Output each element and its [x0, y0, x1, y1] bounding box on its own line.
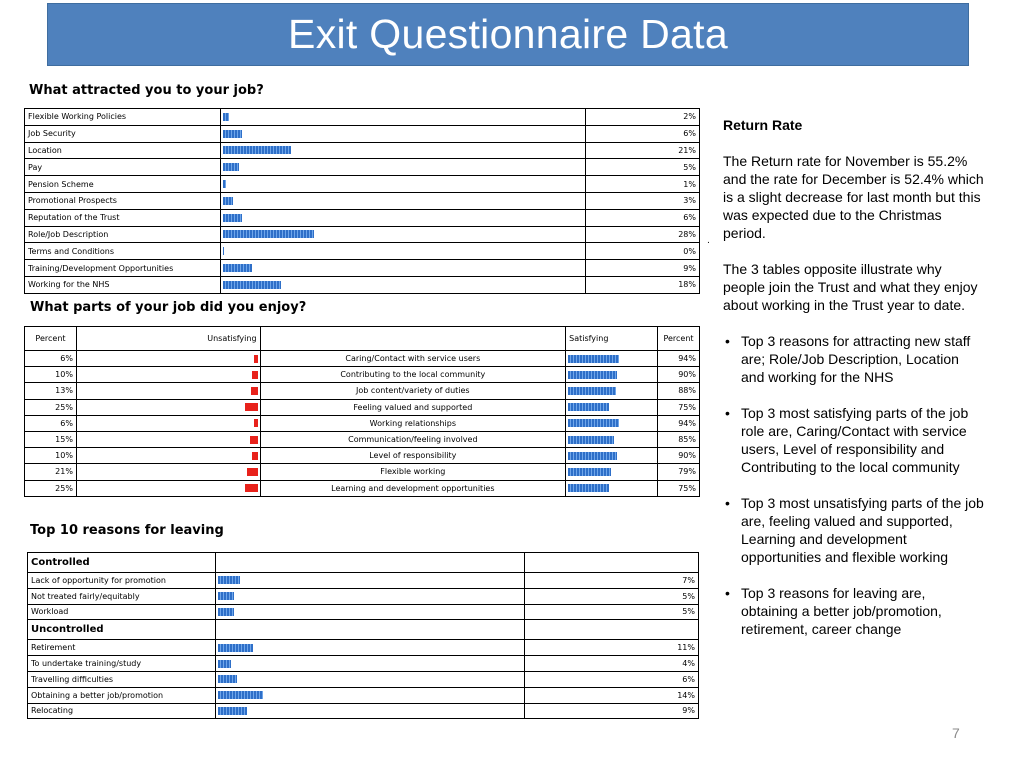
- bar-wrap: [223, 163, 583, 171]
- slide-title: Exit Questionnaire Data: [288, 11, 728, 57]
- satisfying-bar-cell: [566, 431, 658, 447]
- leaving-group-label: Uncontrolled: [28, 620, 216, 640]
- summary-bullet: • Top 3 most satisfying parts of the job role are, Caring/Contact with service users, Level of responsibility and Contributing to the local community: [723, 404, 985, 476]
- summary-bullet: • Top 3 reasons for attracting new staff are; Role/Job Description, Location and working for the NHS: [723, 332, 985, 386]
- enjoy-row: [25, 399, 700, 415]
- leaving-row: [28, 573, 699, 589]
- stray-mark: .: [707, 236, 710, 246]
- leaving-bar-cell: [215, 573, 524, 589]
- leaving-bar-cell: [215, 671, 524, 687]
- leaving-group-row: [28, 553, 699, 573]
- attracted-value: 28%: [586, 226, 700, 243]
- slide-number: 7: [952, 725, 960, 741]
- attracted-row: [25, 209, 700, 226]
- bar-wrap: [568, 452, 655, 460]
- bar-wrap: [223, 180, 583, 188]
- leaving-label: Lack of opportunity for promotion: [28, 573, 216, 589]
- attracted-bar-cell: [220, 192, 585, 209]
- bar-wrap: [223, 113, 583, 121]
- enjoy-label: Flexible working: [260, 464, 566, 480]
- attracted-row: [25, 260, 700, 277]
- leaving-label: Obtaining a better job/promotion: [28, 687, 216, 703]
- attracted-value: 0%: [586, 243, 700, 260]
- attracted-label: Pension Scheme: [25, 176, 221, 193]
- bar-wrap: [568, 403, 655, 411]
- bar-wrap: [218, 644, 522, 652]
- bar-wrap: [79, 355, 258, 363]
- attracted-bar-cell: [220, 260, 585, 277]
- bar-wrap: [568, 436, 655, 444]
- unsatisfying-bar: [247, 468, 258, 476]
- leaving-label: Retirement: [28, 640, 216, 656]
- leaving-row: [28, 703, 699, 719]
- bar-wrap: [218, 660, 522, 668]
- attracted-row: [25, 243, 700, 260]
- attracted-row: [25, 192, 700, 209]
- leaving-label: Not treated fairly/equitably: [28, 588, 216, 604]
- value-bar: [218, 576, 240, 584]
- return-rate-title: Return Rate: [723, 117, 803, 133]
- unsatisfying-bar-cell: [76, 431, 260, 447]
- enjoy-label-header: [260, 327, 566, 351]
- bar-wrap: [568, 371, 655, 379]
- leaving-group-row: [28, 620, 699, 640]
- value-bar: [223, 146, 291, 154]
- value-bar: [218, 675, 237, 683]
- unsatisfying-percent: 6%: [25, 415, 77, 431]
- bar-wrap: [223, 264, 583, 272]
- attracted-bar-cell: [220, 226, 585, 243]
- leaving-group-empty: [215, 620, 524, 640]
- unsatisfying-bar-cell: [76, 448, 260, 464]
- value-bar: [218, 660, 231, 668]
- attracted-value: 21%: [586, 142, 700, 159]
- bar-wrap: [223, 197, 583, 205]
- leaving-bar-cell: [215, 656, 524, 672]
- leaving-row: [28, 640, 699, 656]
- satisfying-bar-cell: [566, 415, 658, 431]
- attracted-label: Location: [25, 142, 221, 159]
- satisfying-header: Satisfying: [566, 327, 658, 351]
- leaving-value: 14%: [525, 687, 699, 703]
- enjoy-row: [25, 415, 700, 431]
- value-bar: [223, 281, 282, 289]
- attracted-row: [25, 176, 700, 193]
- unsatisfying-bar-cell: [76, 367, 260, 383]
- enjoy-row: [25, 480, 700, 496]
- unsatisfying-percent: 21%: [25, 464, 77, 480]
- unsatisfying-bar: [251, 387, 258, 395]
- value-bar: [218, 644, 253, 652]
- attracted-label: Pay: [25, 159, 221, 176]
- bar-wrap: [79, 484, 258, 492]
- leaving-value: 11%: [525, 640, 699, 656]
- bar-wrap: [218, 592, 522, 600]
- enjoy-label: Job content/variety of duties: [260, 383, 566, 399]
- satisfying-percent: 88%: [657, 383, 699, 399]
- unsatisfying-bar-cell: [76, 464, 260, 480]
- leaving-heading: Top 10 reasons for leaving: [30, 523, 224, 538]
- enjoy-label: Contributing to the local community: [260, 367, 566, 383]
- enjoy-row: [25, 351, 700, 367]
- value-bar: [223, 230, 314, 238]
- unsatisfying-percent: 6%: [25, 351, 77, 367]
- bar-wrap: [223, 247, 583, 255]
- enjoy-row: [25, 383, 700, 399]
- unsatisfying-bar-cell: [76, 399, 260, 415]
- bar-wrap: [79, 403, 258, 411]
- leaving-value: 4%: [525, 656, 699, 672]
- attracted-row: [25, 226, 700, 243]
- summary-bullet: • Top 3 reasons for leaving are, obtaining a better job/promotion, retirement, career change: [723, 584, 985, 638]
- value-bar: [218, 608, 234, 616]
- attracted-bar-cell: [220, 209, 585, 226]
- enjoy-row: [25, 448, 700, 464]
- attracted-value: 5%: [586, 159, 700, 176]
- attracted-table: [24, 108, 700, 294]
- unsatisfying-percent: 25%: [25, 399, 77, 415]
- enjoy-table: [24, 326, 700, 497]
- enjoy-header-row: [25, 327, 700, 351]
- leaving-bar-cell: [215, 687, 524, 703]
- attracted-row: [25, 142, 700, 159]
- bar-wrap: [568, 484, 655, 492]
- attracted-value: 2%: [586, 109, 700, 126]
- leaving-bar-cell: [215, 703, 524, 719]
- unsatisfying-percent: 13%: [25, 383, 77, 399]
- value-bar: [568, 419, 619, 427]
- value-bar: [223, 113, 230, 121]
- attracted-value: 9%: [586, 260, 700, 277]
- title-banner: [47, 3, 969, 66]
- value-bar: [568, 484, 609, 492]
- attracted-value: 6%: [586, 209, 700, 226]
- attracted-label: Flexible Working Policies: [25, 109, 221, 126]
- leaving-row: [28, 671, 699, 687]
- bar-wrap: [223, 230, 583, 238]
- percent-right-header: Percent: [657, 327, 699, 351]
- enjoy-label: Caring/Contact with service users: [260, 351, 566, 367]
- bar-wrap: [568, 468, 655, 476]
- unsatisfying-percent: 10%: [25, 448, 77, 464]
- bar-wrap: [79, 436, 258, 444]
- leaving-group-empty: [525, 620, 699, 640]
- leaving-group-label: Controlled: [28, 553, 216, 573]
- enjoy-row: [25, 464, 700, 480]
- satisfying-percent: 94%: [657, 351, 699, 367]
- unsatisfying-bar: [254, 355, 257, 363]
- bar-wrap: [79, 468, 258, 476]
- value-bar: [223, 214, 243, 222]
- leaving-bar-cell: [215, 604, 524, 620]
- value-bar: [568, 355, 619, 363]
- leaving-value: 6%: [525, 671, 699, 687]
- bar-wrap: [79, 387, 258, 395]
- attracted-row: [25, 159, 700, 176]
- leaving-label: Relocating: [28, 703, 216, 719]
- attracted-value: 3%: [586, 192, 700, 209]
- bar-wrap: [79, 452, 258, 460]
- enjoy-label: Communication/feeling involved: [260, 431, 566, 447]
- value-bar: [223, 264, 252, 272]
- leaving-value: 5%: [525, 604, 699, 620]
- value-bar: [218, 691, 263, 699]
- satisfying-percent: 79%: [657, 464, 699, 480]
- bar-wrap: [218, 675, 522, 683]
- satisfying-bar-cell: [566, 383, 658, 399]
- attracted-label: Promotional Prospects: [25, 192, 221, 209]
- attracted-bar-cell: [220, 243, 585, 260]
- leaving-value: 5%: [525, 588, 699, 604]
- enjoy-row: [25, 431, 700, 447]
- leaving-table: [27, 552, 699, 719]
- return-rate-paragraph: The Return rate for November is 55.2% and the rate for December is 52.4% which is a slight decrease for last month but this was expected due to the Christmas period.: [723, 153, 984, 241]
- value-bar: [568, 436, 614, 444]
- value-bar: [568, 387, 616, 395]
- attracted-row: [25, 125, 700, 142]
- satisfying-percent: 75%: [657, 480, 699, 496]
- satisfying-bar-cell: [566, 351, 658, 367]
- satisfying-percent: 85%: [657, 431, 699, 447]
- leaving-row: [28, 687, 699, 703]
- summary-bullet: • Top 3 most unsatisfying parts of the job are, feeling valued and supported, Learning and development opportunities and flexible working: [723, 494, 985, 566]
- bar-wrap: [79, 419, 258, 427]
- bar-wrap: [568, 387, 655, 395]
- enjoy-label: Level of responsibility: [260, 448, 566, 464]
- bar-wrap: [218, 608, 522, 616]
- attracted-value: 18%: [586, 276, 700, 293]
- leaving-row: [28, 604, 699, 620]
- unsatisfying-bar-cell: [76, 351, 260, 367]
- bar-wrap: [223, 281, 583, 289]
- bar-wrap: [568, 355, 655, 363]
- leaving-value: 7%: [525, 573, 699, 589]
- value-bar: [223, 247, 225, 255]
- unsatisfying-bar-cell: [76, 415, 260, 431]
- leaving-label: Workload: [28, 604, 216, 620]
- value-bar: [223, 180, 226, 188]
- leaving-row: [28, 588, 699, 604]
- attracted-row: [25, 276, 700, 293]
- percent-left-header: Percent: [25, 327, 77, 351]
- unsatisfying-header: Unsatisfying: [76, 327, 260, 351]
- enjoy-row: [25, 367, 700, 383]
- bar-wrap: [218, 707, 522, 715]
- leaving-bar-cell: [215, 640, 524, 656]
- value-bar: [223, 130, 243, 138]
- attracted-label: Working for the NHS: [25, 276, 221, 293]
- bar-wrap: [218, 691, 522, 699]
- unsatisfying-percent: 25%: [25, 480, 77, 496]
- enjoy-heading: What parts of your job did you enjoy?: [30, 300, 307, 315]
- attracted-label: Role/Job Description: [25, 226, 221, 243]
- value-bar: [218, 707, 247, 715]
- satisfying-bar-cell: [566, 464, 658, 480]
- value-bar: [568, 371, 617, 379]
- attracted-label: Terms and Conditions: [25, 243, 221, 260]
- leaving-group-empty: [215, 553, 524, 573]
- attracted-label: Job Security: [25, 125, 221, 142]
- attracted-heading: What attracted you to your job?: [29, 83, 264, 98]
- value-bar: [568, 452, 617, 460]
- unsatisfying-bar: [252, 452, 257, 460]
- satisfying-bar-cell: [566, 480, 658, 496]
- bar-wrap: [223, 130, 583, 138]
- enjoy-label: Feeling valued and supported: [260, 399, 566, 415]
- value-bar: [568, 403, 609, 411]
- leaving-value: 9%: [525, 703, 699, 719]
- attracted-bar-cell: [220, 176, 585, 193]
- value-bar: [568, 468, 611, 476]
- unsatisfying-bar-cell: [76, 480, 260, 496]
- bar-wrap: [79, 371, 258, 379]
- summary-list: [723, 332, 985, 638]
- bar-wrap: [218, 576, 522, 584]
- value-bar: [218, 592, 234, 600]
- unsatisfying-bar: [252, 371, 257, 379]
- unsatisfying-bar: [250, 436, 258, 444]
- unsatisfying-bar: [245, 403, 258, 411]
- unsatisfying-percent: 15%: [25, 431, 77, 447]
- bar-wrap: [223, 214, 583, 222]
- unsatisfying-bar: [254, 419, 257, 427]
- leaving-label: Travelling difficulties: [28, 671, 216, 687]
- attracted-label: Training/Development Opportunities: [25, 260, 221, 277]
- value-bar: [223, 163, 239, 171]
- attracted-label: Reputation of the Trust: [25, 209, 221, 226]
- satisfying-percent: 90%: [657, 448, 699, 464]
- attracted-value: 6%: [586, 125, 700, 142]
- attracted-bar-cell: [220, 109, 585, 126]
- satisfying-bar-cell: [566, 367, 658, 383]
- satisfying-percent: 94%: [657, 415, 699, 431]
- tables-paragraph: The 3 tables opposite illustrate why people join the Trust and what they enjoy about working in the Trust year to date.: [723, 261, 978, 313]
- satisfying-bar-cell: [566, 399, 658, 415]
- unsatisfying-bar-cell: [76, 383, 260, 399]
- satisfying-bar-cell: [566, 448, 658, 464]
- unsatisfying-bar: [245, 484, 258, 492]
- attracted-row: [25, 109, 700, 126]
- leaving-row: [28, 656, 699, 672]
- attracted-bar-cell: [220, 142, 585, 159]
- leaving-bar-cell: [215, 588, 524, 604]
- satisfying-percent: 75%: [657, 399, 699, 415]
- unsatisfying-percent: 10%: [25, 367, 77, 383]
- leaving-group-empty: [525, 553, 699, 573]
- enjoy-label: Learning and development opportunities: [260, 480, 566, 496]
- commentary-panel: [723, 116, 985, 656]
- attracted-value: 1%: [586, 176, 700, 193]
- bar-wrap: [223, 146, 583, 154]
- leaving-label: To undertake training/study: [28, 656, 216, 672]
- value-bar: [223, 197, 233, 205]
- attracted-bar-cell: [220, 276, 585, 293]
- bar-wrap: [568, 419, 655, 427]
- attracted-bar-cell: [220, 159, 585, 176]
- satisfying-percent: 90%: [657, 367, 699, 383]
- enjoy-label: Working relationships: [260, 415, 566, 431]
- attracted-bar-cell: [220, 125, 585, 142]
